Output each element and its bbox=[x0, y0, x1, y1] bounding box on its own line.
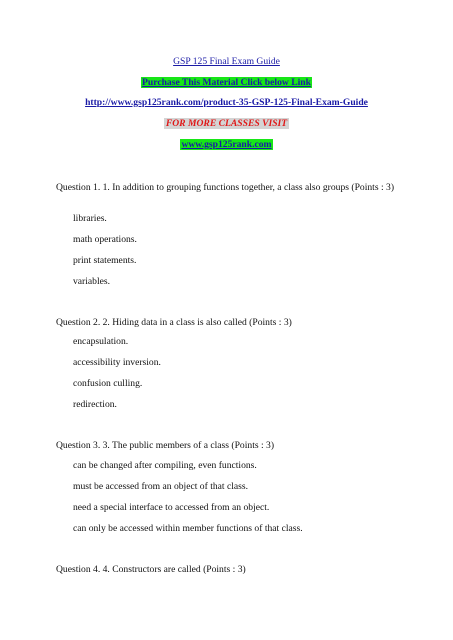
question-3: Question 3. 3. The public members of a class (Points : 3) bbox=[56, 440, 275, 451]
site-link[interactable]: www.gsp125rank.com bbox=[181, 139, 272, 150]
question-1-option-2: math operations. bbox=[73, 234, 137, 245]
question-3-option-4: can only be accessed within member functions of that class. bbox=[73, 523, 303, 534]
document-title: GSP 125 Final Exam Guide bbox=[173, 56, 280, 67]
purchase-banner bbox=[0, 77, 453, 89]
question-3-option-3: need a special interface to accessed from an object. bbox=[73, 502, 270, 513]
question-1-option-4: variables. bbox=[73, 276, 111, 287]
question-2-option-3: confusion culling. bbox=[73, 378, 143, 389]
question-3-option-1: can be changed after compiling, even functions. bbox=[73, 460, 257, 471]
question-1: Question 1. 1. In addition to grouping functions together, a class also groups (Points : 3) bbox=[56, 182, 395, 193]
more-classes-label: FOR MORE CLASSES VISIT bbox=[165, 118, 288, 129]
question-1-option-1: libraries. bbox=[73, 213, 107, 224]
question-2-option-1: encapsulation. bbox=[73, 336, 129, 347]
question-3-option-2: must be accessed from an object of that class. bbox=[73, 481, 249, 492]
question-2-option-4: redirection. bbox=[73, 399, 117, 410]
question-2-option-2: accessibility inversion. bbox=[73, 357, 161, 368]
purchase-link[interactable]: Purchase This Material Click below Link bbox=[142, 77, 311, 88]
question-2: Question 2. 2. Hiding data in a class is also called (Points : 3) bbox=[56, 317, 292, 328]
more-classes-banner bbox=[0, 118, 453, 130]
product-link[interactable]: http://www.gsp125rank.com/product-35-GSP-125-Final-Exam-Guide bbox=[85, 97, 368, 108]
site-banner bbox=[0, 139, 453, 151]
question-4: Question 4. 4. Constructors are called (Points : 3) bbox=[56, 564, 246, 575]
question-1-option-3: print statements. bbox=[73, 255, 137, 266]
